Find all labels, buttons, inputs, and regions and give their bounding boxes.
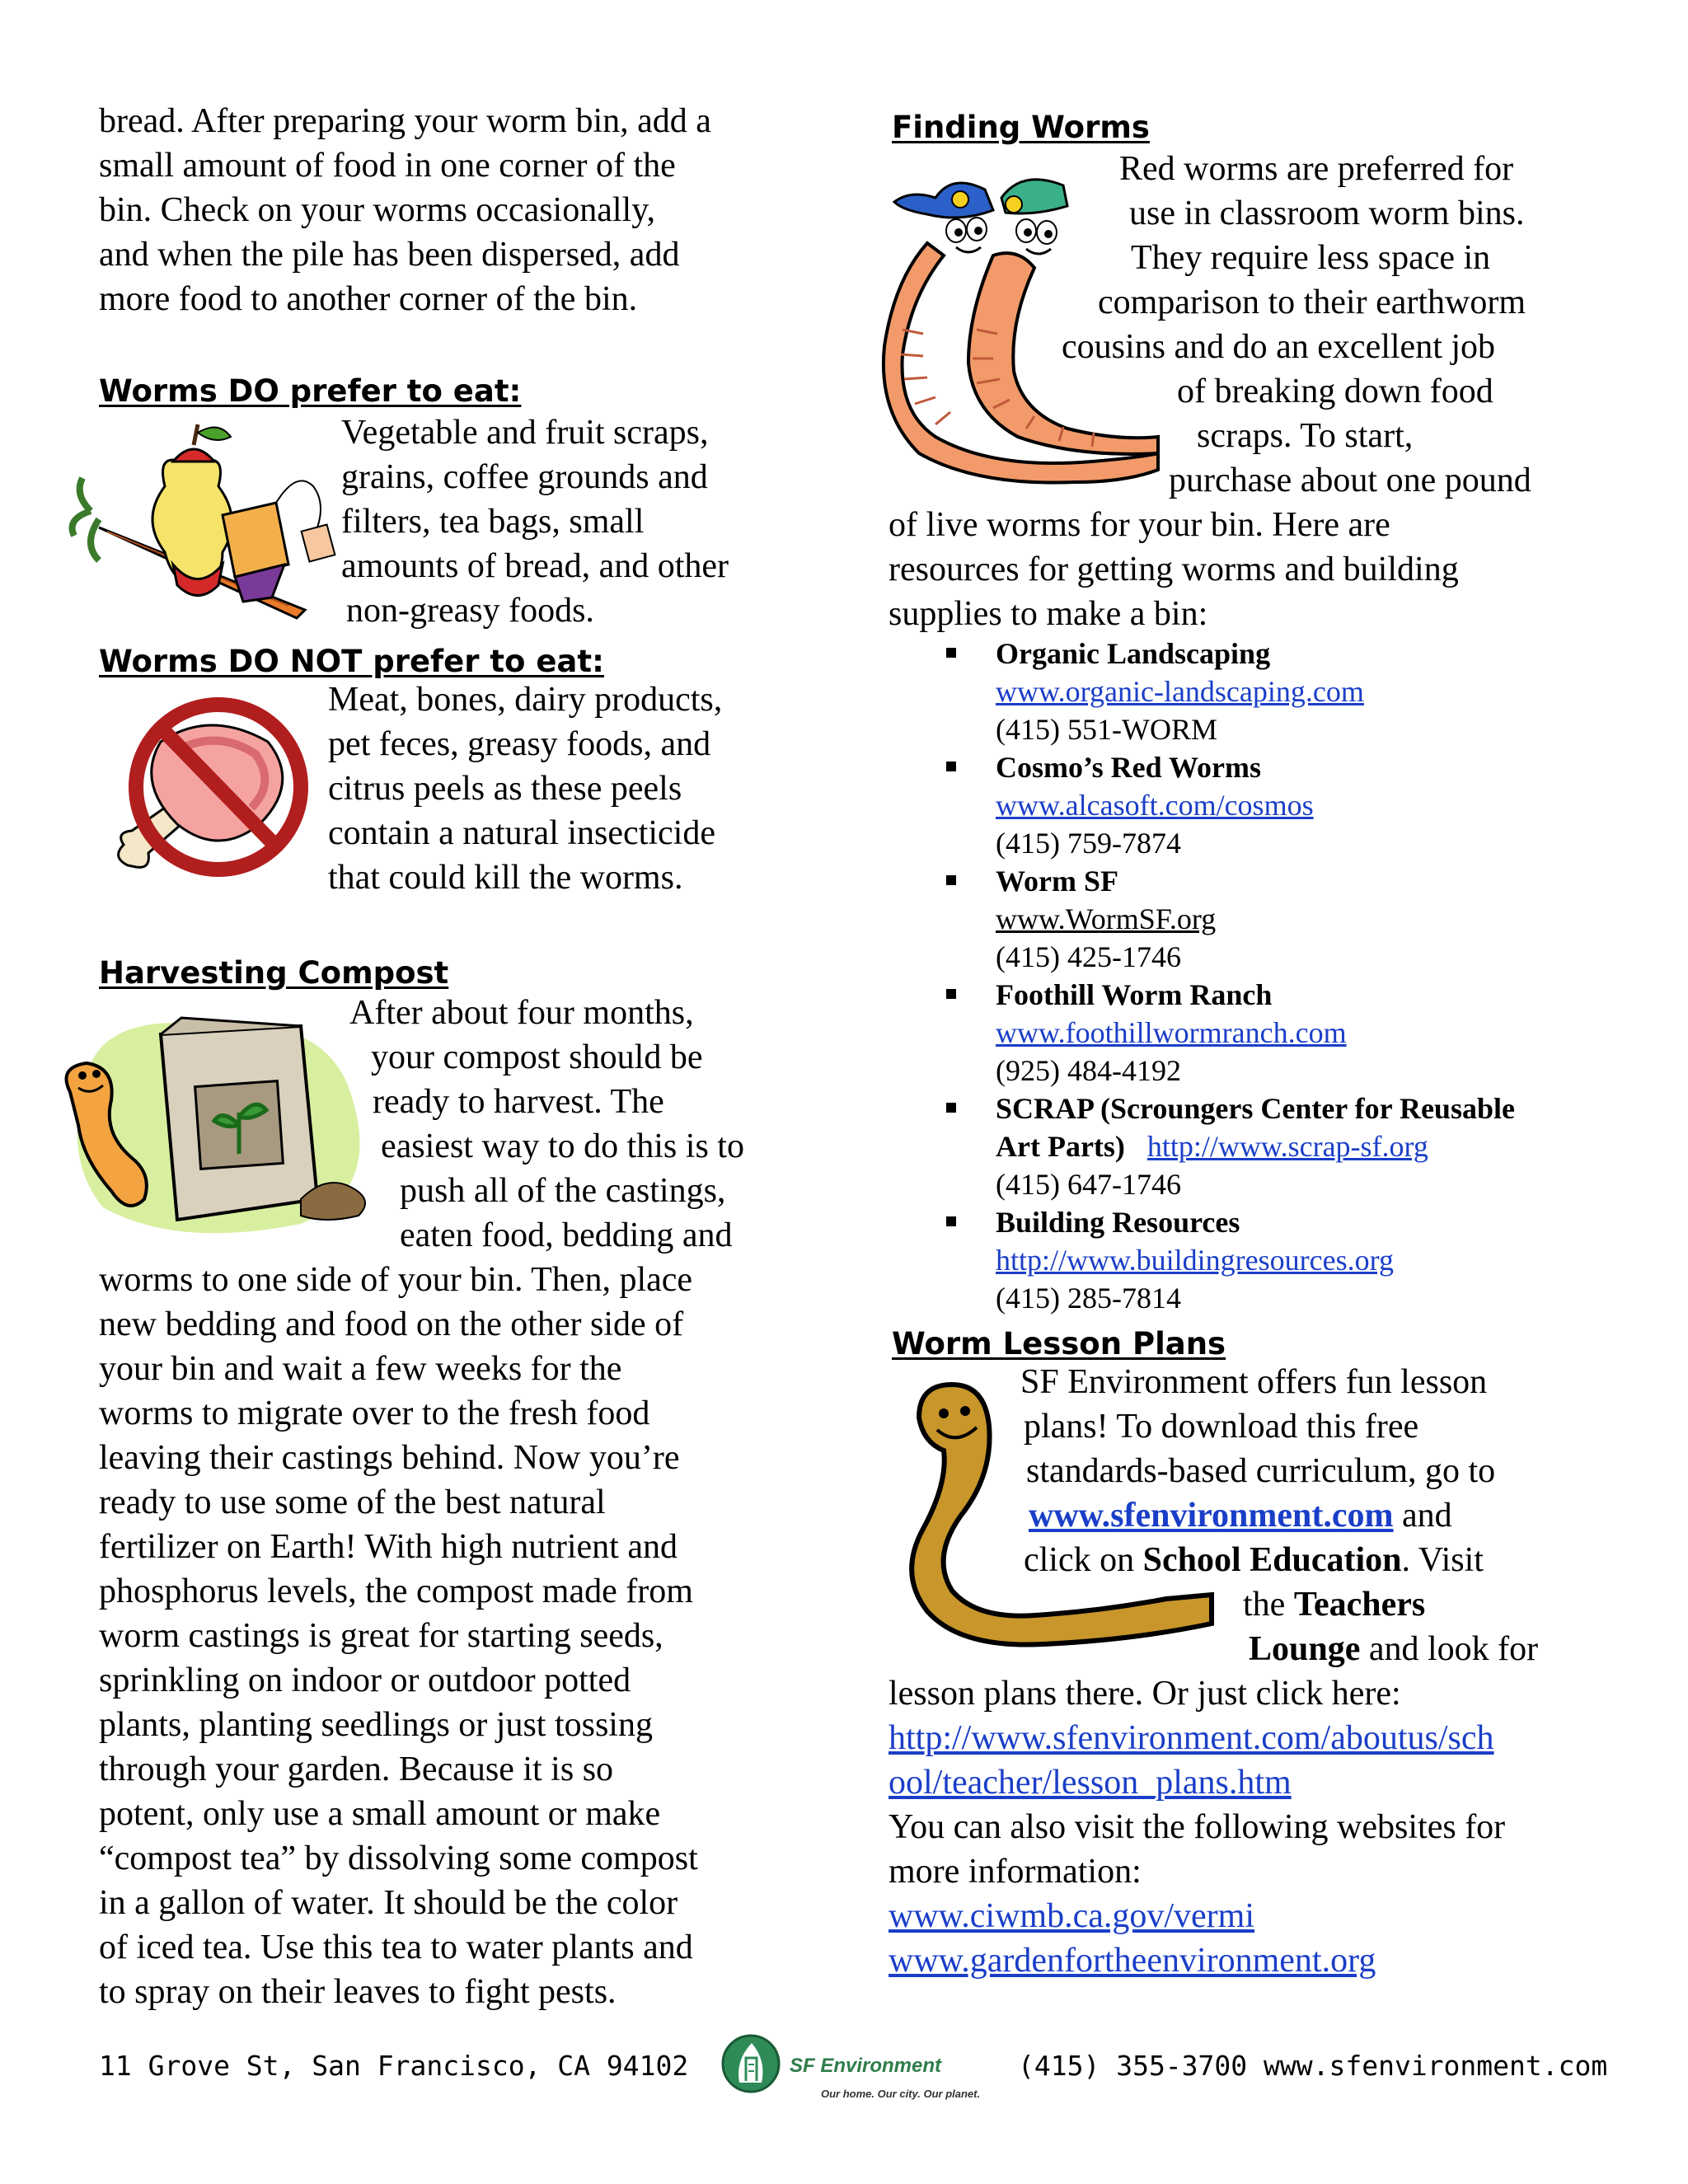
lesson-line-text: . Visit bbox=[1401, 1541, 1484, 1579]
intro-line: more food to another corner of the bin. bbox=[99, 280, 638, 318]
do-eat-line: non-greasy foods. bbox=[346, 592, 594, 630]
harvesting-line: ready to harvest. The bbox=[373, 1083, 664, 1121]
resource-name: SCRAP (Scroungers Center for Reusable bbox=[996, 1092, 1515, 1125]
sf-environment-logo-icon bbox=[719, 2032, 783, 2096]
teachers-label: Teachers bbox=[1293, 1586, 1426, 1624]
harvesting-line: new bedding and food on the other side of bbox=[99, 1305, 684, 1343]
harvesting-line: worms to migrate over to the fresh food bbox=[99, 1394, 650, 1432]
intro-line: bread. After preparing your worm bin, add a bbox=[99, 102, 711, 140]
do-eat-line: amounts of bread, and other bbox=[341, 547, 729, 585]
harvesting-heading: Harvesting Compost bbox=[99, 955, 449, 991]
finding-worms-heading: Finding Worms bbox=[892, 110, 1150, 145]
harvesting-line: “compost tea” by dissolving some compost bbox=[99, 1840, 698, 1877]
harvesting-line: worms to one side of your bin. Then, place bbox=[99, 1261, 693, 1299]
resource-item bbox=[946, 862, 1655, 976]
resource-name: Organic Landscaping bbox=[996, 637, 1271, 670]
bullet-square-icon bbox=[946, 762, 956, 771]
lesson-plans-url-line2[interactable]: ool/teacher/lesson_plans.htm bbox=[889, 1764, 1292, 1802]
resource-phone: (415) 647-1746 bbox=[996, 1168, 1181, 1201]
resource-phone: (415) 285-7814 bbox=[996, 1282, 1181, 1315]
harvesting-line: through your garden. Because it is so bbox=[99, 1750, 614, 1788]
bullet-square-icon bbox=[946, 1103, 956, 1113]
lesson-line bbox=[1243, 1582, 1425, 1627]
resource-link[interactable]: www.foothillwormranch.com bbox=[996, 1016, 1347, 1049]
lounge-label: Lounge bbox=[1249, 1630, 1361, 1668]
resource-name-line2: Art Parts) bbox=[996, 1130, 1125, 1163]
lesson-line bbox=[1249, 1627, 1538, 1671]
logo-tagline: Our home. Our city. Our planet. bbox=[821, 2088, 981, 2100]
harvesting-line: your compost should be bbox=[371, 1038, 703, 1076]
finding-line: use in classroom worm bins. bbox=[1129, 194, 1525, 232]
finding-line: of breaking down food bbox=[1177, 373, 1493, 410]
footer-contact: (415) 355-3700 www.sfenvironment.com bbox=[1018, 2050, 1608, 2082]
do-eat-heading: Worms DO prefer to eat: bbox=[99, 373, 522, 409]
compost-bag-illustration bbox=[54, 1010, 400, 1240]
resource-name: Building Resources bbox=[996, 1206, 1240, 1239]
resource-item bbox=[946, 1203, 1655, 1317]
harvesting-line: sprinkling on indoor or outdoor potted bbox=[99, 1661, 631, 1699]
finding-line: comparison to their earthworm bbox=[1098, 284, 1526, 321]
lesson-line: SF Environment offers fun lesson bbox=[1020, 1363, 1488, 1401]
harvesting-line: easiest way to do this is to bbox=[381, 1127, 744, 1165]
harvesting-line: potent, only use a small amount or make bbox=[99, 1795, 661, 1833]
bullet-square-icon bbox=[946, 1216, 956, 1226]
resource-item bbox=[946, 635, 1655, 748]
do-not-eat-line: Meat, bones, dairy products, bbox=[328, 681, 723, 719]
resource-link[interactable]: www.WormSF.org bbox=[996, 902, 1217, 935]
finding-line: cousins and do an excellent job bbox=[1062, 328, 1496, 366]
lesson-line-text: and bbox=[1393, 1497, 1452, 1535]
intro-line: and when the pile has been dispersed, add bbox=[99, 236, 680, 274]
bullet-square-icon bbox=[946, 875, 956, 885]
finding-line: purchase about one pound bbox=[1169, 462, 1531, 499]
finding-line: scraps. To start, bbox=[1197, 417, 1414, 455]
food-scraps-illustration bbox=[66, 420, 346, 635]
finding-line: resources for getting worms and building bbox=[889, 551, 1459, 588]
worm-resources-list bbox=[946, 635, 1655, 1317]
intro-line: small amount of food in one corner of the bbox=[99, 147, 676, 185]
garden-link[interactable]: www.gardenfortheenvironment.org bbox=[889, 1942, 1376, 1980]
harvesting-line: After about four months, bbox=[349, 994, 694, 1032]
resource-phone: (415) 759-7874 bbox=[996, 827, 1181, 860]
harvesting-line: eaten food, bedding and bbox=[400, 1216, 733, 1254]
resource-name: Foothill Worm Ranch bbox=[996, 978, 1273, 1011]
do-not-eat-line: contain a natural insecticide bbox=[328, 814, 715, 852]
resource-name: Worm SF bbox=[996, 865, 1118, 898]
do-eat-line: filters, tea bags, small bbox=[341, 503, 645, 541]
do-eat-line: grains, coffee grounds and bbox=[341, 458, 708, 496]
do-eat-line: Vegetable and fruit scraps, bbox=[341, 414, 709, 452]
resource-item bbox=[946, 1090, 1655, 1203]
harvesting-line: fertilizer on Earth! With high nutrient and bbox=[99, 1528, 678, 1566]
bullet-square-icon bbox=[946, 648, 956, 658]
resource-link[interactable]: www.organic-landscaping.com bbox=[996, 675, 1364, 708]
resource-link[interactable]: www.alcasoft.com/cosmos bbox=[996, 789, 1314, 822]
lesson-line: You can also visit the following websites for bbox=[889, 1808, 1506, 1846]
resource-name-cont bbox=[996, 1127, 1655, 1165]
do-not-eat-line: that could kill the worms. bbox=[328, 859, 683, 897]
resource-phone: (415) 551-WORM bbox=[996, 713, 1217, 746]
harvesting-line: ready to use some of the best natural bbox=[99, 1483, 606, 1521]
resource-name: Cosmo’s Red Worms bbox=[996, 751, 1261, 784]
harvesting-line: your bin and wait a few weeks for the bbox=[99, 1350, 622, 1388]
lesson-plans-heading: Worm Lesson Plans bbox=[892, 1326, 1226, 1361]
resource-item bbox=[946, 748, 1655, 862]
harvesting-line: worm castings is great for starting seeds, bbox=[99, 1617, 663, 1655]
lesson-plans-url-line1[interactable]: http://www.sfenvironment.com/aboutus/sch bbox=[889, 1719, 1494, 1757]
lesson-line: more information: bbox=[889, 1853, 1142, 1891]
ciwmb-link[interactable]: www.ciwmb.ca.gov/vermi bbox=[889, 1897, 1254, 1935]
lesson-line: lesson plans there. Or just click here: bbox=[889, 1675, 1401, 1713]
harvesting-line: leaving their castings behind. Now you’re bbox=[99, 1439, 680, 1477]
finding-line: of live worms for your bin. Here are bbox=[889, 506, 1390, 544]
sfenvironment-link[interactable]: www.sfenvironment.com bbox=[1029, 1497, 1394, 1535]
resource-link[interactable]: http://www.buildingresources.org bbox=[996, 1244, 1394, 1277]
school-education-label: School Education bbox=[1142, 1541, 1402, 1579]
resource-phone: (925) 484-4192 bbox=[996, 1054, 1181, 1087]
harvesting-line: phosphorus levels, the compost made from bbox=[99, 1572, 693, 1610]
finding-line: They require less space in bbox=[1131, 239, 1491, 277]
finding-line: supplies to make a bin: bbox=[889, 595, 1208, 633]
do-not-eat-line: citrus peels as these peels bbox=[328, 770, 682, 808]
lesson-line: standards-based curriculum, go to bbox=[1026, 1452, 1496, 1490]
lesson-line-text: and look for bbox=[1360, 1630, 1539, 1668]
no-meat-icon bbox=[103, 692, 326, 898]
harvesting-line: in a gallon of water. It should be the color bbox=[99, 1884, 678, 1922]
harvesting-line: of iced tea. Use this tea to water plants and bbox=[99, 1929, 693, 1966]
harvesting-line: to spray on their leaves to fight pests. bbox=[99, 1973, 617, 2011]
harvesting-line: push all of the castings, bbox=[400, 1172, 726, 1210]
do-not-eat-line: pet feces, greasy foods, and bbox=[328, 725, 711, 763]
intro-line: bin. Check on your worms occasionally, bbox=[99, 191, 655, 229]
resource-item bbox=[946, 976, 1655, 1090]
finding-line: Red worms are preferred for bbox=[1119, 150, 1514, 188]
lesson-line-text: the bbox=[1243, 1586, 1294, 1624]
lesson-line bbox=[1029, 1493, 1452, 1538]
logo-name: SF Environment bbox=[790, 2055, 942, 2077]
resource-link[interactable]: http://www.scrap-sf.org bbox=[1146, 1130, 1428, 1163]
footer-address: 11 Grove St, San Francisco, CA 94102 bbox=[99, 2050, 689, 2082]
bullet-square-icon bbox=[946, 989, 956, 999]
lesson-line: plans! To download this free bbox=[1024, 1408, 1419, 1446]
resource-phone: (415) 425-1746 bbox=[996, 940, 1181, 973]
lesson-line-text: click on bbox=[1024, 1541, 1143, 1579]
lesson-line bbox=[1024, 1538, 1484, 1582]
harvesting-line: plants, planting seedlings or just tossing bbox=[99, 1706, 653, 1744]
do-not-eat-heading: Worms DO NOT prefer to eat: bbox=[99, 644, 604, 679]
